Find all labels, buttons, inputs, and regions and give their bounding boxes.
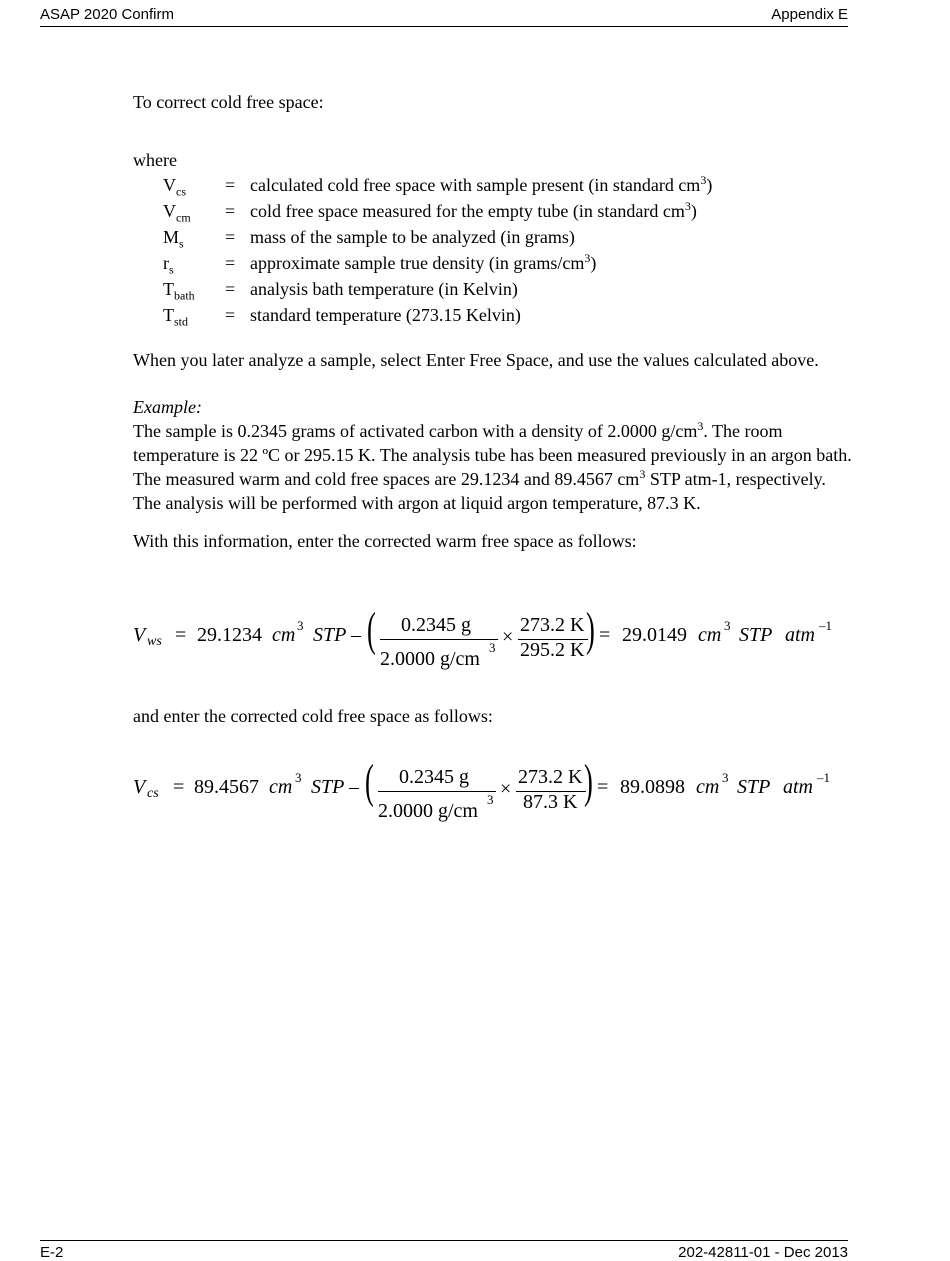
definition-equals: = [225,227,236,247]
right-paren: ) [586,603,595,656]
footer-doc-id: 202-42811-01 - Dec 2013 [678,1244,848,1261]
formula-lhs-sub: cs [147,786,159,801]
frac2-denominator: 87.3 K [523,791,578,813]
formula-result: 29.0149 [622,624,687,646]
page-footer [40,1240,848,1261]
definition-symbol [163,172,225,198]
symbol-letter: V [163,175,176,195]
frac2-numerator: 273.2 K [520,614,585,636]
definition-superscript: 3 [684,199,691,213]
formula-unit-sup: 3 [297,618,304,633]
frac1-denominator: 2.0000 g/cm [380,648,480,670]
definition-equals: = [225,175,236,195]
definition-equals: = [225,279,236,299]
definition-row [163,302,712,328]
definition-tail: ) [690,201,697,221]
times-sign: × [502,626,514,648]
result-atm-sup: –1 [817,770,830,785]
formula-stp: STP – [311,776,359,798]
frac1-line [378,791,496,792]
definition-symbol [163,198,225,224]
main-content [133,90,853,553]
formula-cold [133,755,853,824]
formula-value: 89.4567 [194,776,259,798]
frac1-numerator: 0.2345 g [399,766,469,788]
definition-symbol [163,250,225,276]
result-unit: cm [696,776,720,798]
right-paren: ) [584,755,593,808]
result-atm: atm [783,776,813,798]
definition-text [250,302,712,328]
result-atm-sup: –1 [819,618,832,633]
formula-lhs: V [133,624,146,646]
formula-stp: STP – [313,624,361,646]
definition-tail: ) [706,175,713,195]
left-paren: ( [365,755,374,808]
definition-symbol [163,276,225,302]
header-section: Appendix E [771,6,848,23]
definition-tail: ) [590,253,597,273]
formula-equals-2: = [597,776,609,798]
formula-equals-2: = [599,624,611,646]
example-text-c: STP atm-1, respectively. The analysis will be performed with argon at liquid argon temperature, 87.3 K. [133,469,826,513]
definitions-table [163,172,712,328]
formula-warm [133,603,853,672]
intro-text: To correct cold free space: [133,92,324,112]
definition-description: standard temperature (273.15 Kelvin) [250,305,521,325]
symbol-subscript: std [174,314,189,329]
frac2-numerator: 273.2 K [518,766,583,788]
result-unit-sup: 3 [722,770,729,785]
symbol-subscript: cs [176,184,186,199]
definition-description: cold free space measured for the empty tube (in standard cm [250,201,685,221]
formula-unit: cm [272,624,296,646]
left-paren: ( [367,603,376,656]
definition-symbol [163,224,225,250]
formula-unit: cm [269,776,293,798]
definition-text [250,172,712,198]
definition-symbol [163,302,225,328]
definition-text [250,276,712,302]
definition-equals: = [225,201,236,221]
definition-description: approximate sample true density (in grams/cm [250,253,585,273]
symbol-letter: T [163,305,174,325]
warm-lead-text: With this information, enter the corrected warm free space as follows: [133,531,637,551]
symbol-letter: V [163,201,176,221]
frac1-line [380,639,498,640]
example-paragraph [133,419,853,515]
definition-text [250,250,712,276]
definition-row [163,172,712,198]
times-sign: × [500,778,512,800]
result-unit-sup: 3 [724,618,731,633]
definition-row [163,276,712,302]
definition-text [250,198,712,224]
example-sup-b: 3 [639,467,646,481]
definition-row [163,198,712,224]
frac1-denominator: 2.0000 g/cm [378,800,478,822]
formula-equals: = [173,776,185,798]
symbol-letter: M [163,227,180,247]
frac1-den-sup: 3 [487,792,494,807]
symbol-subscript: bath [174,288,195,303]
definition-description: mass of the sample to be analyzed (in grams) [250,227,575,247]
formula-lhs-sub: ws [147,634,162,649]
frac2-denominator: 295.2 K [520,639,585,661]
definition-description: analysis bath temperature (in Kelvin) [250,279,518,299]
definition-superscript: 3 [700,173,707,187]
footer-page-number: E-2 [40,1244,64,1261]
result-unit: cm [698,624,722,646]
formula-unit-sup: 3 [295,770,302,785]
formula-equals: = [175,624,187,646]
frac1-den-sup: 3 [489,640,496,655]
example-text-a: The sample is 0.2345 grams of activated carbon with a density of 2.0000 g/cm [133,421,698,441]
definition-equals: = [225,253,236,273]
definition-equals: = [225,305,236,325]
definition-superscript: 3 [584,251,591,265]
example-sup-a: 3 [697,419,704,433]
example-label: Example: [133,397,202,417]
where-label: where [133,150,177,170]
result-stp: STP [737,776,771,798]
formula-value: 29.1234 [197,624,262,646]
symbol-letter: r [163,253,169,273]
header-title: ASAP 2020 Confirm [40,6,174,23]
formula-result: 89.0898 [620,776,685,798]
cold-lead-text: and enter the corrected cold free space as follows: [133,706,493,726]
definition-text [250,224,712,250]
symbol-subscript: s [179,236,184,251]
page-header [40,4,848,27]
definition-row [163,224,712,250]
later-paragraph: When you later analyze a sample, select Enter Free Space, and use the values calculated above. [133,350,819,370]
symbol-letter: T [163,279,174,299]
example-text-b: . The room temperature is 22 ºC or 295.15 K. The analysis tube has been measured previously in an argon bath. The measured warm and cold free spaces are 29.1234 and 89.4567 cm [133,421,852,489]
definition-row [163,250,712,276]
result-stp: STP [739,624,773,646]
result-atm: atm [785,624,815,646]
symbol-subscript: cm [176,210,191,225]
formula-lhs: V [133,776,146,798]
symbol-subscript: s [169,262,174,277]
frac1-numerator: 0.2345 g [401,614,471,636]
definition-description: calculated cold free space with sample present (in standard cm [250,175,701,195]
